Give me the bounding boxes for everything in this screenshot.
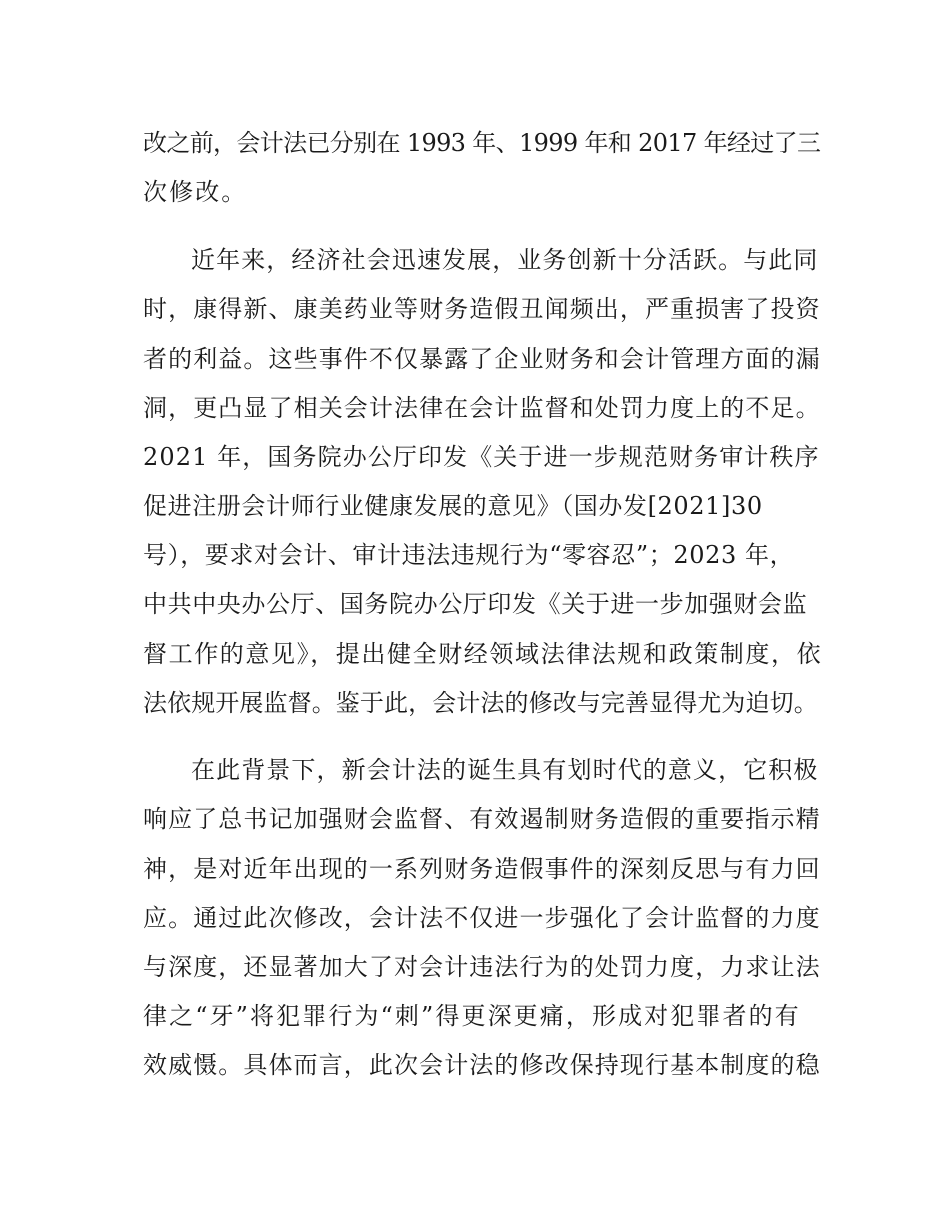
text-line: 在此背景下，新会计法的诞生具有划时代的意义，它积极 [191, 756, 819, 784]
text-line: 2021 年，国务院办公厅印发《关于进一步规范财务审计秩序 [143, 443, 820, 471]
text-line: 时，康得新、康美药业等财务造假丑闻频出，严重损害了投资 [143, 295, 821, 323]
text-line: 中共中央办公厅、国务院办公厅印发《关于进一步加强财会监 [143, 590, 808, 618]
text-line: 促进注册会计师行业健康发展的意见》（国办发[2021]30 [143, 492, 763, 520]
text-line: 与深度，还显著加大了对会计违法行为的处罚力度，力求让法 [143, 953, 821, 981]
text-line: 应。通过此次修改，会计法不仅进一步强化了会计监督的力度 [143, 904, 821, 932]
text-line: 近年来，经济社会迅速发展，业务创新十分活跃。与此同 [191, 246, 819, 274]
text-line: 号），要求对会计、审计违法违规行为“零容忍”；2023 年， [143, 541, 795, 569]
text-line: 者的利益。这些事件不仅暴露了企业财务和会计管理方面的漏 [143, 345, 821, 373]
text-line: 次修改。 [143, 178, 248, 206]
text-line: 效威慑。具体而言，此次会计法的修改保持现行基本制度的稳 [143, 1051, 821, 1079]
text-line: 律之“牙”将犯罪行为“刺”得更深更痛，形成对犯罪者的有 [143, 1002, 801, 1030]
text-line: 神，是对近年出现的一系列财务造假事件的深刻反思与有力回 [143, 855, 821, 883]
text-line: 督工作的意见》，提出健全财经领域法律法规和政策制度，依 [143, 640, 823, 668]
text-line: 改之前，会计法已分别在 1993 年、1999 年和 2017 年经过了三 [143, 129, 821, 157]
text-line: 洞，更凸显了相关会计法律在会计监督和处罚力度上的不足。 [143, 394, 821, 422]
text-line: 法依规开展监督。鉴于此，会计法的修改与完善显得尤为迫切。 [143, 689, 818, 717]
text-line: 响应了总书记加强财会监督、有效遏制财务造假的重要指示精 [143, 805, 821, 833]
